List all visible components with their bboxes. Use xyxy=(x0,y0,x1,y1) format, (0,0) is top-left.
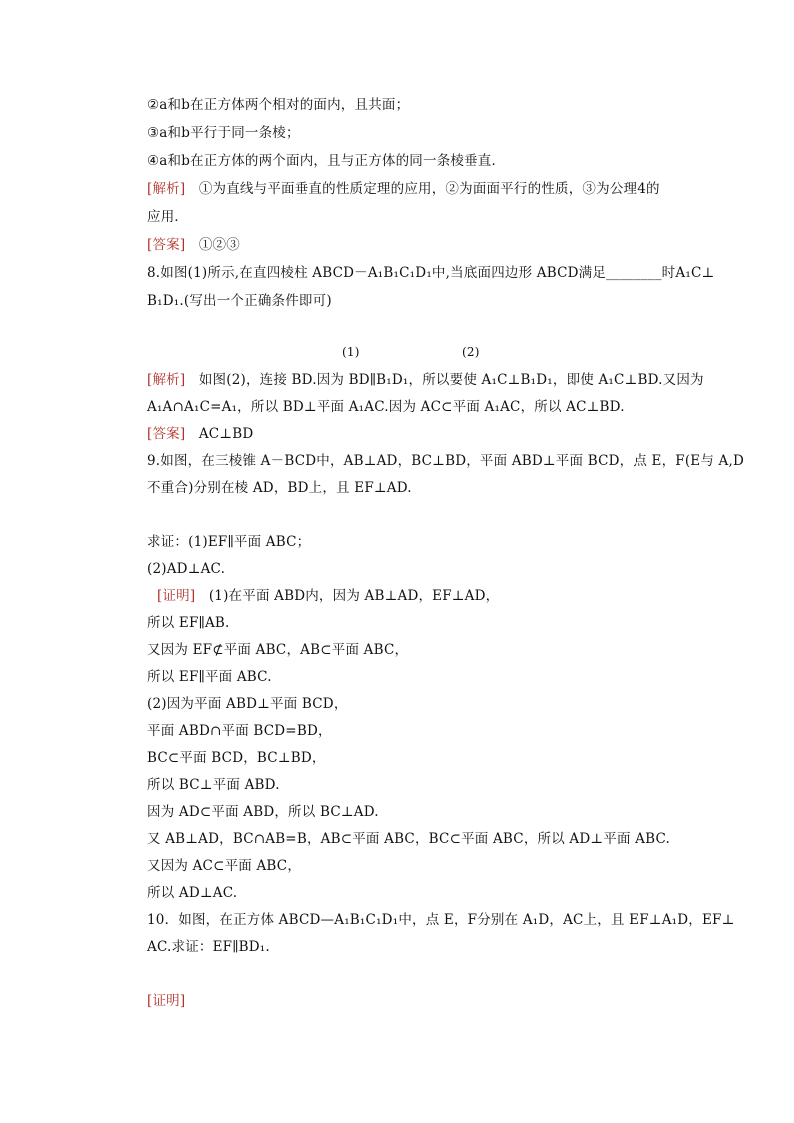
question-8-line-2: B₁D₁.(写出一个正确条件即可) xyxy=(147,293,332,309)
analysis-tag: [解析] xyxy=(147,181,186,197)
analysis-line xyxy=(147,180,660,198)
analysis-text: 如图(2)，连接 BD.因为 BD∥B₁D₁，所以要使 A₁C⊥B₁D₁，即使 A₁C⊥BD.又因为 xyxy=(198,372,704,388)
text-line: 所以 EF∥平面 ABC. xyxy=(147,669,272,685)
figure-label-2: (2) xyxy=(462,345,480,359)
text-line: 应用． xyxy=(147,209,189,225)
analysis-text: ①为直线与平面垂直的性质定理的应用，②为面面平行的性质，③为公理4的 xyxy=(198,181,660,197)
proof-tag: [证明] xyxy=(157,588,196,604)
question-10-line-1: 10．如图，在正方体 ABCD—A₁B₁C₁D₁中，点 E，F分别在 A₁D，AC上，且 EF⊥A₁D，EF⊥ xyxy=(147,912,735,928)
proof-line xyxy=(157,587,499,605)
analysis-tag: [解析] xyxy=(147,372,186,388)
question-9-line-1: 9.如图，在三棱锥 A－BCD中，AB⊥AD，BC⊥BD，平面 ABD⊥平面 BCD，点 E，F(E与 A,D xyxy=(147,453,745,469)
text-line: 所以 BC⊥平面 ABD. xyxy=(147,777,280,793)
text-line: BC⊂平面 BCD，BC⊥BD， xyxy=(147,750,326,766)
question-9-line-2: 不重合)分别在棱 AD，BD上，且 EF⊥AD. xyxy=(147,480,412,496)
text-line: 又 AB⊥AD，BC∩AB=B，AB⊂平面 ABC，BC⊂平面 ABC，所以 AD⊥平面 ABC. xyxy=(147,831,671,847)
answer-tag: [答案] xyxy=(147,426,186,442)
text-line: 因为 AD⊂平面 ABD，所以 BC⊥AD. xyxy=(147,804,379,820)
text-line: 又因为 EF⊄平面 ABC，AB⊂平面 ABC， xyxy=(147,642,409,658)
analysis-line xyxy=(147,371,704,389)
proof-tag: [证明] xyxy=(147,993,186,1009)
answer-line xyxy=(147,236,240,254)
text-line: (2)因为平面 ABD⊥平面 BCD， xyxy=(147,696,348,712)
text-line: (2)AD⊥AC. xyxy=(147,561,226,577)
text-line: ③a和b平行于同一条棱； xyxy=(147,125,300,141)
text-line: 又因为 AC⊂平面 ABC， xyxy=(147,858,302,874)
text-line: 平面 ABD∩平面 BCD=BD， xyxy=(147,723,332,739)
text-line: A₁A∩A₁C=A₁，所以 BD⊥平面 A₁AC.因为 AC⊂平面 A₁AC，所以 AC⊥BD. xyxy=(147,399,625,415)
text-line: ②a和b在正方体两个相对的面内，且共面； xyxy=(147,97,410,113)
text-line: ④a和b在正方体的两个面内，且与正方体的同一条棱垂直． xyxy=(147,153,506,169)
answer-tag: [答案] xyxy=(147,237,186,253)
answer-text: AC⊥BD xyxy=(198,426,254,442)
text-line: 求证：(1)EF∥平面 ABC； xyxy=(147,534,311,550)
answer-line xyxy=(147,425,253,443)
text-line: 所以 EF∥AB. xyxy=(147,615,230,631)
proof-text: (1)在平面 ABD内，因为 AB⊥AD，EF⊥AD， xyxy=(208,588,500,604)
figure-label-1: (1) xyxy=(342,345,360,359)
answer-text: ①②③ xyxy=(198,237,240,253)
question-8-line-1: 8.如图(1)所示,在直四棱柱 ABCD－A₁B₁C₁D₁中,当底面四边形 ABCD满足________时A₁C⊥ xyxy=(147,265,715,281)
question-10-line-2: AC.求证：EF∥BD₁. xyxy=(147,939,270,955)
text-line: 所以 AD⊥AC. xyxy=(147,885,238,901)
